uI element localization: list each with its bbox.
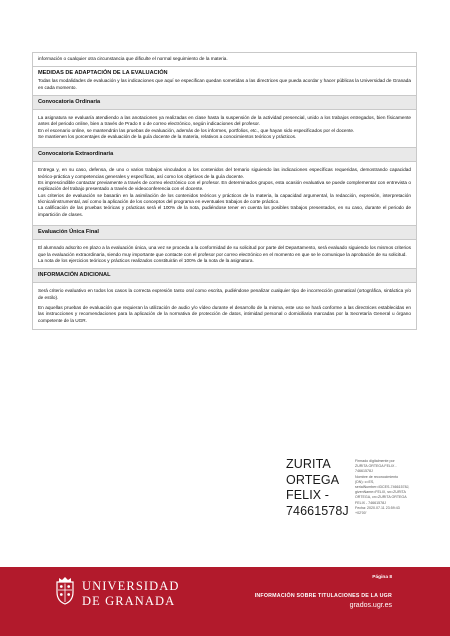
section-adicional	[33, 269, 416, 329]
signature-detail-line: FELIX - 74661578J	[355, 500, 386, 505]
intro-text: información o cualquier otra circunstancia que dificulte el normal seguimiento de la materia.	[38, 56, 228, 61]
paragraph: La calificación de las pruebas teóricas y prácticas será el 100% de la nota, pudiéndose tener en cuenta los posibles trabajos presentados, en su caso, durante el periodo de impartición de clases.	[38, 205, 411, 217]
paragraph: Todas las modalidades de evaluación y las indicaciones que aquí se especifican quedan sometidas a las directrices que pueda acordar y hacer públicas la Universidad de Granada en cada momento.	[38, 78, 411, 90]
evaluation-table	[32, 52, 417, 330]
paragraph: En el escenario online, se mantendrán las pruebas de evaluación, además de los informes, portfolios, etc., que hayan sido especificados por el docente.	[38, 127, 355, 133]
paragraph: El alumnado adscrito en plazo a la evaluación única, una vez se proceda a la conformidad de su solicitud por parte del Departamento, será evaluado siguiendo los mismos criterios que la evaluación extraordinaria, siendo muy importante que contacte con el profesor por correo electrónico en el momento en que se le comunique la aprobación de su solicitud.	[38, 245, 411, 257]
intro-row	[33, 53, 416, 67]
signature-detail-line: serialNumber=IDCES-74661578J,	[355, 485, 410, 490]
signature-detail-line: ZURITA ORTEGA FELIX -	[355, 464, 397, 469]
signature-detail-line: givenName=FELIX, sn=ZURITA	[355, 490, 406, 495]
paragraph: En aquellas pruebas de evaluación que requieran la utilización de audio y/o vídeo durante el desarrollo de la misma, este uso se hará conforme a las directrices establecidas en las instrucciones y recomendaciones para la aplicación de la normativa de protección de datos, intimidad personal o domiciliaria marcadas por la Secretaría General u órgano competente de la UGR.	[38, 304, 411, 323]
paragraph: La nota de los ejercicios teóricos y prácticos realizados constituirán el 100% de la nota de la asignatura.	[38, 257, 254, 263]
university-name-line2: DE GRANADA	[82, 594, 176, 608]
section-title-adicional: INFORMACIÓN ADICIONAL	[33, 269, 416, 283]
signature-name	[286, 457, 349, 519]
university-crest-icon	[54, 575, 76, 610]
paragraph: Entrega y, en su caso, defensa, de uno o varios trabajos vinculados a los contenidos del temario siguiendo las indicaciones específicas requeridas, demostrando capacidad teórico-práctica y competencias generales y específicas, así como los objetivos de la guía docente.	[38, 167, 411, 179]
signature-detail-line: Fecha: 2020.07.11 23:59:43	[355, 505, 400, 510]
section-unica	[33, 226, 416, 269]
page-number: Página 8	[372, 575, 392, 580]
section-ordinaria	[33, 96, 416, 148]
section-medidas	[33, 67, 416, 96]
signature-name-line: ZURITA	[286, 457, 331, 471]
paragraph: Será criterio evaluativo en todos los casos la correcta expresión tanto oral como escrita, pudiéndose penalizar cualquier tipo de incorrección gramatical (ortográfica, sintáctica y/o de estilo).	[38, 288, 411, 300]
signature-detail-line: 74661578J	[355, 469, 373, 474]
university-name-line1: UNIVERSIDAD	[82, 579, 180, 593]
paragraph: Los criterios de evaluación se basarán en la asimilación de los contenidos teóricos y prácticos de la materia, la capacidad argumental, la redacción, expresión, interpretación técnica/instrumental, así como la aplicación de los conceptos del programa en eventuales trabajos de corte práctico.	[38, 192, 411, 205]
section-extraordinaria	[33, 148, 416, 226]
section-title-ordinaria: Convocatoria Ordinaria	[33, 96, 416, 110]
signature-detail-line: (DN): c=ES,	[355, 479, 375, 484]
signature-detail-line: ORTEGA, cn=ZURITA ORTEGA	[355, 495, 407, 500]
section-title-medidas: MEDIDAS DE ADAPTACIÓN DE LA EVALUACIÓN	[38, 70, 168, 77]
paragraph: Se mantienen los porcentajes de evaluación de la guía docente de la materia, relativos a conocimientos teóricos y prácticos.	[38, 134, 297, 140]
section-title-extraordinaria: Convocatoria Extraordinaria	[33, 148, 416, 162]
paragraph: Es imprescindible contactar previamente a través de correo electrónico con el profesor. En determinados grupos, esta ocasión evaluativa se puede complementar con entrevista o explicación del trabajo presentado a través de videoconferencia con el docente.	[38, 180, 411, 192]
paragraph: La asignatura se evaluaría atendiendo a las anotaciones ya realizadas en clase hasta la suspensión de la actividad presencial, unido a los trabajos entregados, bien físicamente antes del periodo online, bien a través de Prado II o de correo electrónico, según indicaciones del profesor.	[38, 115, 411, 127]
footer-info-title: INFORMACIÓN SOBRE TITULACIONES DE LA UGR	[254, 593, 392, 599]
signature-name-line: FELIX -	[286, 488, 330, 502]
signature-detail-line: Nombre de reconocimiento	[355, 474, 399, 479]
signature-detail-line: +02'00'	[355, 511, 367, 516]
signature-detail-line: Firmado digitalmente por	[355, 459, 395, 463]
signature-name-line: ORTEGA	[286, 472, 340, 487]
signature-name-line: 74661578J	[286, 503, 349, 518]
footer-info-link[interactable]: grados.ugr.es	[349, 602, 392, 609]
footer-bar	[0, 567, 450, 636]
signature-details	[355, 459, 417, 516]
section-title-unica: Evaluación Única Final	[33, 226, 416, 240]
